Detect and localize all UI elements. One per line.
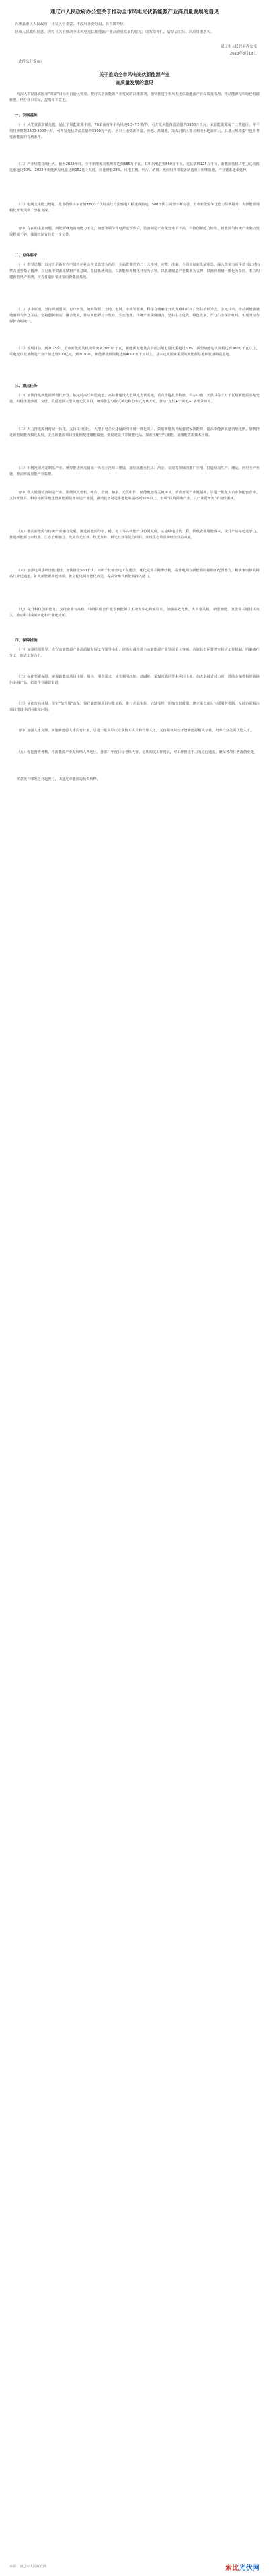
- watermark-text-b: 光伏网: [239, 2565, 260, 2572]
- body-paragraph: （一）加快推进新能源规模化开发。依托特高压外送通道，高标准建设大型风电光伏基地，重点推进扎鲁特旗、科左中旗、开鲁县等千万千瓦级新能源基地建设。积极推进沙漠、戈壁、荒漠地区大型风电光伏项目，统筹推进分散式风电和分布式光伏开发，推动“光伏+”“风电+”多场景应用。: [9, 394, 260, 404]
- body-paragraph: （一）风光资源禀赋优越。通辽市风能资源丰富，70米高度年平均风速6.5-7.5米/秒，可开发风能资源总量约3900万千瓦；太阳能资源属于二类地区，年平均日照时数2800-3000小时，可开发光伏资源总量约3300万千瓦。全市土地资源丰富，沙地、盐碱地、采煤沉陷区等未利用土地面积大，具备大规模集中连片开发新能源的有利条件。: [9, 123, 260, 139]
- intro-paragraph: 经市人民政府同意，现将《关于推动全市风电光伏新能源产业高质量发展的意见》印发给你们，请结合实际，认真贯彻落实。: [15, 30, 215, 34]
- source-note: 来源：通辽市人民政府网: [9, 2565, 47, 2569]
- opinion-title: 关于推动全市风电光伏新能源产业: [99, 72, 170, 77]
- section-heading: 二、总体要求: [15, 254, 38, 258]
- watermark-text-a: 索比: [225, 2565, 239, 2572]
- body-paragraph: （三）积极发展风光制氢产业。统筹推进风光制氢一体化示范项目建设，加快氢能在化工、冶金、交通等领域的推广应用，打造绿氢生产、储运、应用全产业链，推动形成氢能产业集群。: [9, 466, 260, 476]
- body-paragraph: （二）大力推进源网荷储一体化。支持工业园区、大型用电企业建设源网荷储一体化项目，鼓励新增负荷配套建设新能源，提高新能源就地消纳比例。加快推进新型储能规模化发展，支持新能源项目按比例配建储能设施，鼓励建设共享储能电站，探索压缩空气储能、氢储能等新技术应用。: [9, 427, 260, 437]
- closing-paragraph: 本意见自印发之日起施行，由通辽市能源局负责解释。: [16, 777, 101, 781]
- body-paragraph: （五）强化督查考核。将新能源产业发展纳入各地区、各部门年度目标考核内容，定期调度工作进展，对工作推进不力的进行通报，确保各项任务落到实处。: [16, 750, 258, 754]
- page-footer: [9, 2564, 260, 2573]
- section-heading: 三、重点任务: [15, 384, 38, 388]
- body-paragraph: （三）发展目标。到2025年，全市新能源装机规模突破2000万千瓦，新能源发电量占全社会用电量比重超过50%，新型储能装机规模达到300万千瓦以上，风电光伏装备制造产业产值达到200亿元。到2030年，新能源装机规模达到4000万千瓦以上，基本建成国家重要的新能源基地和装备制造基地。: [9, 347, 260, 357]
- body-paragraph: （七）提升科技创新能力。支持企业与高校、科研院所合作建设新能源技术研发中心和实验室，加强高效光伏、大容量风机、新型储能、氢能等关键技术攻关，推动科技成果转化和产业化应用。: [9, 608, 260, 618]
- body-paragraph: （二）基本原则。坚持规划引领、有序开发，统筹资源、土地、电网、市场等要素，科学合理确定开发规模和时序；坚持消纳为先、多元并举，推动新能源就地消纳与外送并重；坚持创新驱动、融合发展，推动新能源与农牧业、生态治理、传统产业深度融合；坚持生态优先、绿色发展，严守生态保护红线，实现开发与保护协调统一。: [9, 308, 260, 324]
- body-paragraph: （二）产业规模持续壮大。截至2022年底，全市新能源装机规模达到685万千瓦，其中风电装机560万千瓦、光伏装机125万千瓦，新能源装机占电力总装机比重超过50%。2022年新能源发电量达到152亿千瓦时，同比增长28%。风电主机、叶片、塔筒、光伏组件等装备制造项目相继落地，产业链条逐步延伸。: [9, 162, 260, 172]
- body-paragraph: （一）指导思想。以习近平新时代中国特色社会主义思想为指导，全面贯彻党的二十大精神，完整、准确、全面贯彻新发展理念，深入落实习近平总书记对内蒙古重要指示精神，立足我市资源禀赋和产业基础，坚持系统观念，以新能源规模化开发为引领，以装备制造产业集聚为支撑，以源网荷储一体化为路径，着力构建新型电力系统，全力打造国家重要的新能源基地。: [9, 263, 260, 279]
- body-paragraph: （一）加强组织领导。成立市新能源产业高质量发展工作领导小组，统筹协调推进全市新能源产业发展重大事项。各旗县市区要建立相应工作机制，明确责任分工，形成工作合力。: [9, 648, 260, 658]
- body-paragraph: （三）优化营商环境。深化“放管服”改革，简化新能源项目审批流程，推行并联审批、容缺受理，压缩审批时限。建立重点项目包联服务机制，及时协调解决项目建设中的困难和问题。: [9, 702, 260, 712]
- body-paragraph: （四）做大做强装备制造产业。围绕风机整机、叶片、塔筒、轴承、光伏组件、储能电池等关键环节，精准开展产业链招商，引进一批龙头企业和配套企业。支持开鲁县、科尔沁区等地建设新能源装备制造产业园，推动装备制造本地化率提高到50%以上，形成“以资源换产业、以产业促开发”的良性循环。: [9, 491, 260, 501]
- body-paragraph: （五）推动新能源与传统产业融合发展。推进新能源与铝、硅、化工等高载能产业协同发展，实施绿电替代工程，降低企业用能成本，提升产品绿色竞争力。推进新能源与农牧业、生态治理融合，发展农光互补、牧光互补、林光互补等复合项目，实现生态效益和经济效益双赢。: [9, 530, 260, 540]
- watermark-logo: [225, 2562, 260, 2572]
- document-title: 通辽市人民政府办公室关于推动全市风电光伏新能源产业高质量发展的意见: [50, 9, 219, 15]
- opinion-title-line2: 高质量发展的意见: [116, 80, 153, 85]
- body-paragraph: （四）存在的主要问题。新能源就地消纳能力不足，储能等调节性电源建设滞后，装备制造产业配套水平不高，科技创新能力较弱，新能源与传统产业融合发展程度不够，体制机制有待进一步完善。: [9, 227, 260, 237]
- issue-date: 2023年3月18日: [229, 52, 257, 56]
- body-paragraph: （二）强化要素保障。统筹新能源项目用地、用林、用草需求，优先利用沙地、盐碱地、采煤沉陷区等未利用土地。加大金融支持力度，鼓励金融机构创新绿色金融产品，拓宽企业融资渠道。: [9, 675, 260, 685]
- section-heading: 四、保障措施: [15, 639, 38, 643]
- issuing-office: 通辽市人民政府办公室: [221, 45, 257, 49]
- section-heading: 一、发展基础: [15, 114, 38, 118]
- publication-note: （此件公开发布）: [15, 60, 44, 64]
- addressee-line: 各旗县市区人民政府，开发区管委会，市政府各委办局，各直属单位：: [15, 22, 128, 26]
- body-paragraph: （三）电网支撑能力增强。扎鲁特至山东青州±800千伏特高压直流输电工程建成投运，500千伏主网架不断完善，全市新能源外送能力显著提升，为新能源规模化开发提供了坚强支撑。: [9, 203, 260, 213]
- body-paragraph: （六）加强电网基础设施建设。加快推进500千伏、220千伏输变电工程建设，优化完善主网架结构，提升电网对新能源的接纳和配置能力。积极争取新的特高压外送通道，扩大新能源外送规模。推进配电网智能化改造，提高分布式新能源接入能力。: [9, 569, 260, 579]
- body-paragraph: （四）加强人才支撑。实施新能源人才引育计划，引进一批高层次专业技术人才和管理人才，支持职业院校开设新能源相关专业，培养产业急需技能人才。: [16, 729, 254, 733]
- preamble-paragraph: 为深入贯彻落实国家“双碳”目标和自治区党委、政府关于新能源产业发展的决策部署，加快推进全市风电光伏新能源产业高质量发展，推动能源结构绿色低碳转型，结合我市实际，提出如下意见。: [9, 92, 260, 102]
